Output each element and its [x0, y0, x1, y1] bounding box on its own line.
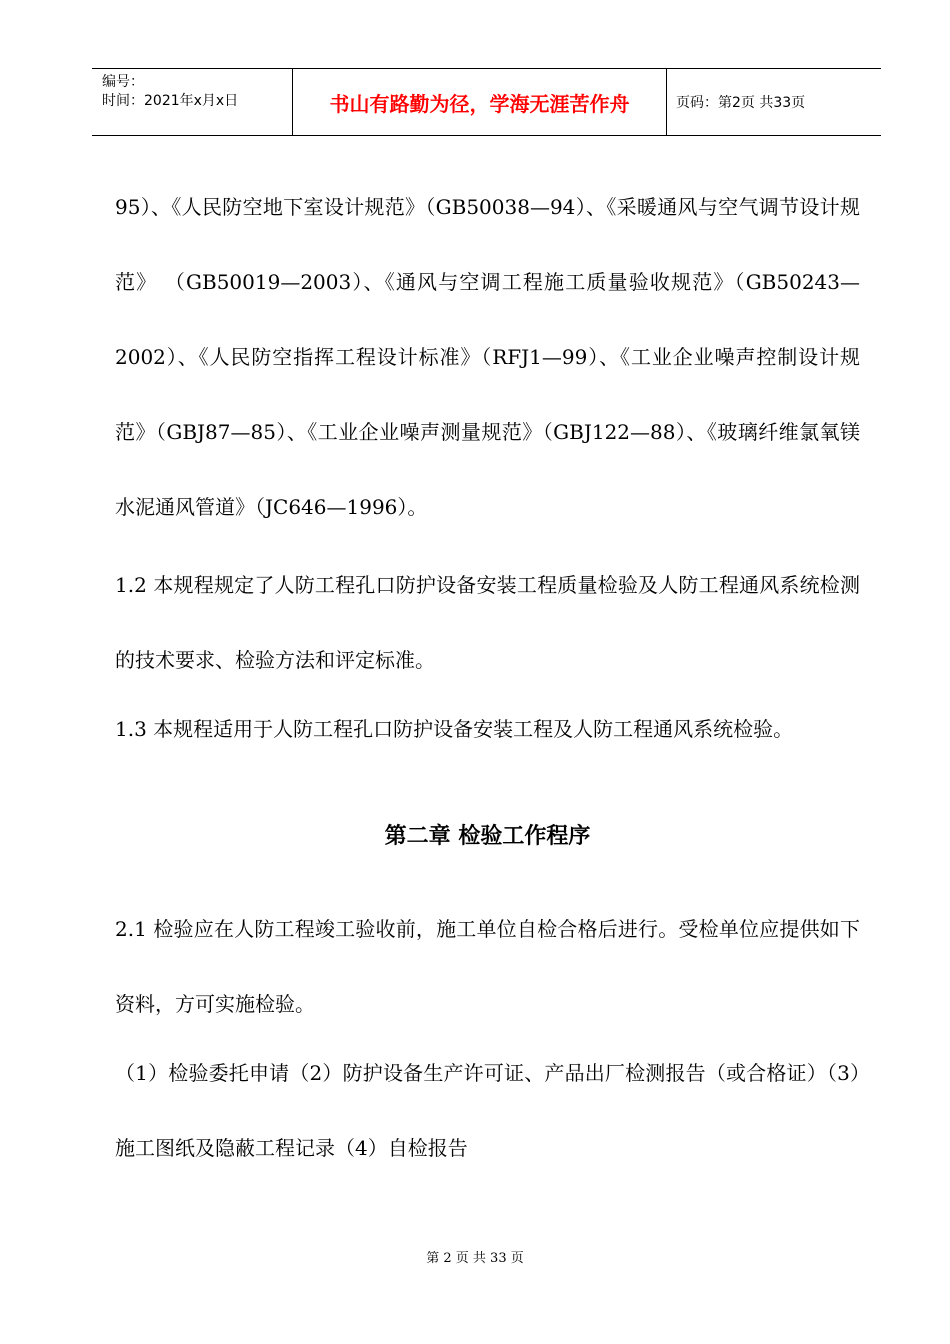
- time-label: 时间：2021年x月x日: [102, 93, 239, 109]
- paragraph-2-1: 2.1 检验应在人防工程竣工验收前，施工单位自检合格后进行。受检单位应提供如下资料，方可实施检验。: [115, 917, 860, 1016]
- paragraph-standards: 95）、《人民防空地下室设计规范》（GB50038—94）、《采暖通风与空气调节设计规范》 （GB50019—2003）、《通风与空调工程施工质量验收规范》（GB50243—2002）、《人民防空指挥工程设计标准》（RFJ1—99）、《工业企业噪声控制设计规范》（GBJ87—85）、《工业企业噪声测量规范》（GBJ122—88）、《玻璃纤维氯氧镁水泥通风管道》（JC646—1996）。: [115, 195, 860, 519]
- number-label: 编号：: [102, 74, 144, 90]
- paragraph-1-2: 1.2 本规程规定了人防工程孔口防护设备安装工程质量检验及人防工程通风系统检测的技术要求、检验方法和评定标准。: [115, 573, 860, 672]
- page-header: [92, 68, 881, 136]
- paragraph-document-list: （1）检验委托申请（2）防护设备生产许可证、产品出厂检测报告（或合格证）（3）施工图纸及隐蔽工程记录（4）自检报告: [115, 1061, 860, 1160]
- header-meta: [92, 69, 293, 135]
- header-page-info: 页码：第2页 共33页: [676, 95, 806, 111]
- chapter-title: 第二章 检验工作程序: [384, 824, 591, 849]
- page-footer: 第 2 页 共 33 页: [426, 1251, 524, 1266]
- document-body: [115, 170, 860, 1186]
- paragraph-1-3: 1.3 本规程适用于人防工程孔口防护设备安装工程及人防工程通风系统检验。: [115, 717, 794, 741]
- header-motto: 书山有路勤为径，学海无涯苦作舟: [293, 69, 667, 135]
